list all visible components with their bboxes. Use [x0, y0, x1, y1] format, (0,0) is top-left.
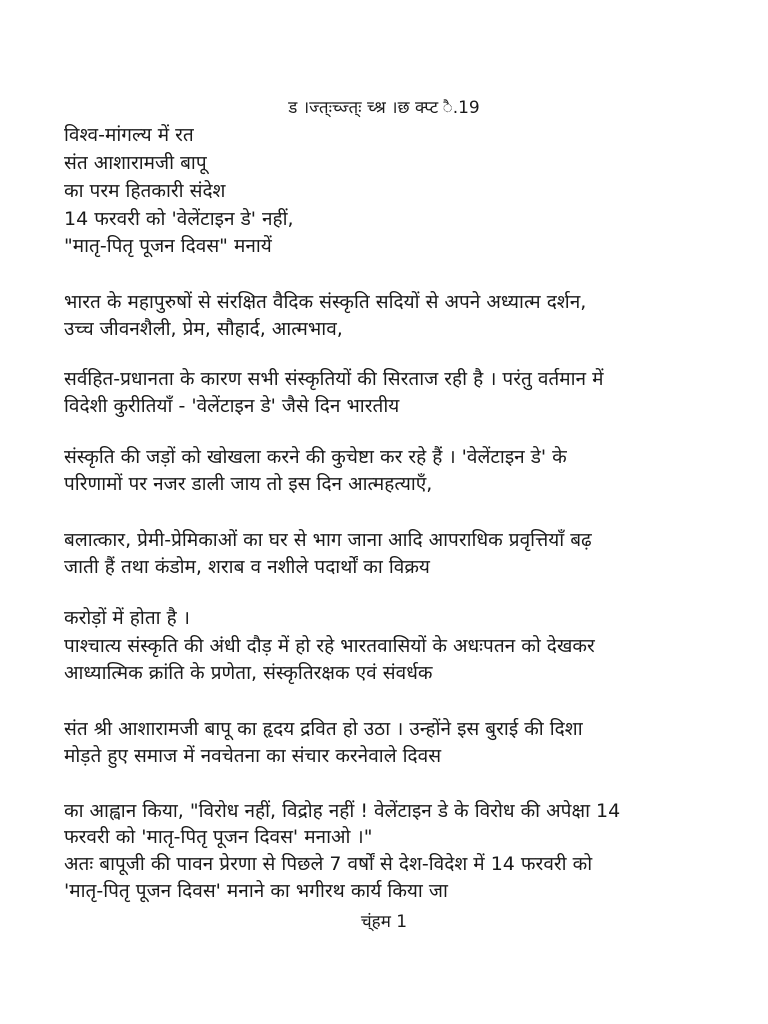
- body-line: 'मातृ-पितृ पूजन दिवस' मनाने का भगीरथ कार्य किया जा: [64, 880, 448, 902]
- body-line: जाती हैं तथा कंडोम, शराब व नशीले पदार्थों का विक्रय: [64, 556, 430, 578]
- title-line: "मातृ-पितृ पूजन दिवस" मनायें: [64, 235, 272, 257]
- body-line: अतः बापूजी की पावन प्रेरणा से पिछले 7 वर्षों से देश-विदेश में 14 फरवरी को: [64, 853, 593, 875]
- body-line: विदेशी कुरीतियाँ - 'वेलेंटाइन डे' जैसे दिन भारतीय: [64, 395, 400, 417]
- body-line: सर्वहित-प्रधानता के कारण सभी संस्कृतियों की सिरताज रही है । परंतु वर्तमान में: [64, 368, 604, 390]
- body-line: आध्यात्मिक क्रांति के प्रणेता, संस्कृतिरक्षक एवं संवर्धक: [64, 662, 433, 684]
- body-line: करोड़ों में होता है ।: [64, 607, 190, 629]
- title-line: का परम हितकारी संदेश: [64, 180, 226, 202]
- title-line: संत आशारामजी बापू: [64, 152, 207, 174]
- body-line: भारत के महापुरुषों से संरक्षित वैदिक संस्कृति सदियों से अपने अध्यात्म दर्शन,: [64, 291, 587, 313]
- body-line: पाश्चात्य संस्कृति की अंधी दौड़ में हो रहे भारतवासियों के अधःपतन को देखकर: [64, 635, 595, 657]
- title-line: विश्व-मांगल्य में रत: [64, 124, 194, 146]
- body-line: परिणामों पर नजर डाली जाय तो इस दिन आत्महत्याएँ,: [64, 473, 433, 495]
- body-line: संत श्री आशारामजी बापू का हृदय द्रवित हो उठा । उन्होंने इस बुराई की दिशा: [64, 718, 583, 740]
- body-line: संस्कृति की जड़ों को खोखला करने की कुचेष्टा कर रहे हैं । 'वेलेंटाइन डे' के: [64, 446, 567, 468]
- title-line: 14 फरवरी को 'वेलेंटाइन डे' नहीं,: [64, 208, 294, 230]
- page-header: ड ।ज्त्ःच्ज्त्ः च्श्र ।छ क्प्ट ै.19: [288, 98, 480, 118]
- body-line: का आह्वान किया, "विरोध नहीं, विद्रोह नहीं ! वेलेंटाइन डे के विरोध की अपेक्षा 14: [64, 800, 621, 822]
- page-footer: च्ंहम 1: [360, 912, 408, 932]
- body-line: फरवरी को 'मातृ-पितृ पूजन दिवस' मनाओ ।": [64, 826, 373, 848]
- body-line: उच्च जीवनशैली, प्रेम, सौहार्द, आत्मभाव,: [64, 318, 343, 340]
- body-line: बलात्कार, प्रेमी-प्रेमिकाओं का घर से भाग जाना आदि आपराधिक प्रवृत्तियाँ बढ़: [64, 529, 592, 551]
- body-line: मोड़ते हुए समाज में नवचेतना का संचार करनेवाले दिवस: [64, 745, 442, 767]
